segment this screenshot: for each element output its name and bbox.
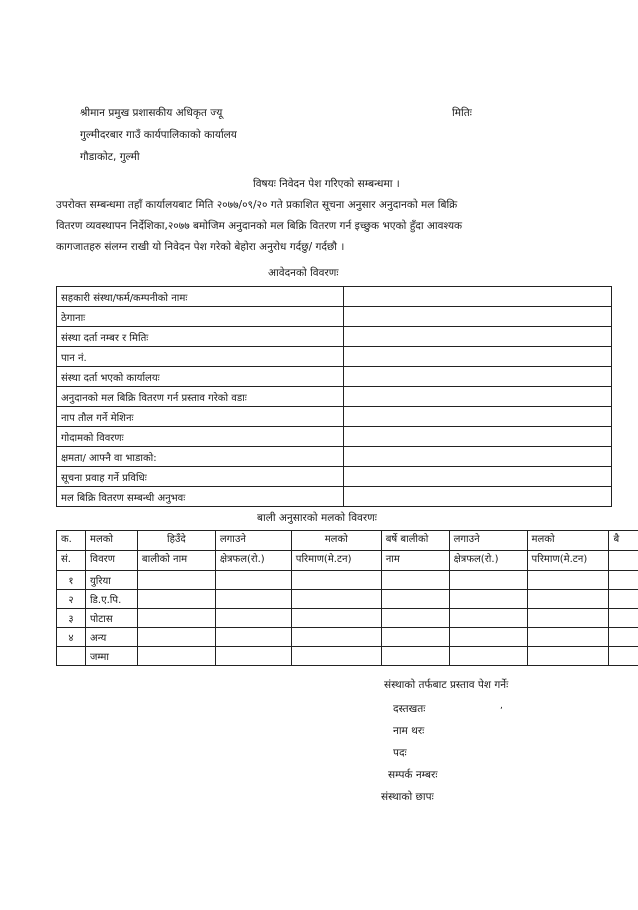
table-cell[interactable] <box>527 609 609 628</box>
col-header: लगाउने <box>449 531 527 551</box>
table-row <box>57 347 612 367</box>
col-header: सं. <box>57 551 86 571</box>
row-number: ३ <box>57 609 86 628</box>
table-row <box>57 628 638 647</box>
table-row <box>57 647 638 666</box>
table-row <box>57 467 612 487</box>
table-cell[interactable] <box>137 571 215 590</box>
field-label: सूचना प्रवाह गर्ने प्रविधिः <box>57 467 344 487</box>
table-cell[interactable] <box>381 571 449 590</box>
field-value[interactable] <box>343 307 611 327</box>
signature-block-title: संस्थाको तर्फबाट प्रस्ताव पेश गर्नेः <box>384 679 509 691</box>
field-label: गोदामको विवरणः <box>57 427 344 447</box>
applicant-section-title: आवेदनको विवरणः <box>268 267 339 279</box>
field-value[interactable] <box>343 347 611 367</box>
table-cell[interactable] <box>381 647 449 666</box>
table-cell[interactable] <box>609 609 638 628</box>
applicant-table <box>56 286 612 507</box>
table-row <box>57 571 638 590</box>
col-header: मलको <box>527 531 609 551</box>
field-label: अनुदानको मल बिक्रि वितरण गर्न प्रस्ताव गरेको वडाः <box>57 387 344 407</box>
table-cell[interactable] <box>527 628 609 647</box>
table-cell[interactable] <box>381 590 449 609</box>
body-line: कागजातहरु संलग्न राखी यो निवेदन पेश गरेको बेहोरा अनुरोध गर्दछु/ गर्दछौ । <box>56 241 345 253</box>
field-label: संस्था दर्ता नम्बर र मितिः <box>57 327 344 347</box>
col-header: मलको <box>291 531 381 551</box>
col-header: परिमाण(मे.टन) <box>527 551 609 571</box>
recipient-title: श्रीमान प्रमुख प्रशासकीय अधिकृत ज्यू <box>80 107 223 119</box>
table-cell[interactable] <box>291 628 381 647</box>
fertilizer-name: अन्य <box>85 628 137 647</box>
col-header: बर्षे बालीको <box>381 531 449 551</box>
table-row <box>57 407 612 427</box>
table-cell[interactable] <box>215 590 291 609</box>
col-header: बै <box>609 531 638 551</box>
recipient-office: गुल्मीदरबार गाउँ कार्यपालिकाको कार्यालय <box>80 129 237 141</box>
table-cell[interactable] <box>609 628 638 647</box>
table-row <box>57 447 612 467</box>
table-cell[interactable] <box>449 609 527 628</box>
body-paragraph <box>56 195 586 258</box>
stamp-label: संस्थाको छापः <box>381 791 434 803</box>
field-label: सहकारी संस्था/फर्म/कम्पनीको नामः <box>57 287 344 307</box>
table-cell[interactable] <box>449 628 527 647</box>
post-label: पदः <box>393 747 407 759</box>
table-header-row <box>57 531 638 551</box>
row-number: २ <box>57 590 86 609</box>
col-header: मलको <box>85 531 137 551</box>
col-header: लगाउने <box>215 531 291 551</box>
col-header: हिउँदे <box>137 531 215 551</box>
table-cell[interactable] <box>449 647 527 666</box>
table-row <box>57 590 638 609</box>
table-row <box>57 609 638 628</box>
table-cell[interactable] <box>527 647 609 666</box>
field-value[interactable] <box>343 387 611 407</box>
name-label: नाम थरः <box>393 725 425 737</box>
field-value[interactable] <box>343 367 611 387</box>
table-row <box>57 307 612 327</box>
table-cell[interactable] <box>381 628 449 647</box>
table-cell[interactable] <box>527 571 609 590</box>
table-cell[interactable] <box>609 571 638 590</box>
col-header: नाम <box>381 551 449 571</box>
fertilizer-name: डि.ए.पि. <box>85 590 137 609</box>
col-header: परिमाण(मे.टन) <box>291 551 381 571</box>
date-label: मितिः <box>452 107 472 119</box>
col-header: क्षेत्रफल(रो.) <box>215 551 291 571</box>
signature-label: दस्तखतः <box>393 703 426 715</box>
table-cell[interactable] <box>291 647 381 666</box>
recipient-address: गौडाकोट, गुल्मी <box>80 151 140 163</box>
table-cell[interactable] <box>291 571 381 590</box>
table-row <box>57 327 612 347</box>
col-header: क्षेत्रफल(रो.) <box>449 551 527 571</box>
table-cell[interactable] <box>215 571 291 590</box>
table-row <box>57 287 612 307</box>
table-cell[interactable] <box>609 590 638 609</box>
table-cell[interactable] <box>137 647 215 666</box>
table-row <box>57 427 612 447</box>
col-header <box>609 551 638 571</box>
table-cell[interactable] <box>137 609 215 628</box>
fertilizer-name: युरिया <box>85 571 137 590</box>
body-line: वितरण व्यवस्थापन निर्देशिका,२०७७ बमोजिम अनुदानको मल बिक्रि वितरण गर्न इच्छुक भएको हुँदा आवश्यक <box>56 220 463 232</box>
field-value[interactable] <box>343 287 611 307</box>
table-cell[interactable] <box>449 590 527 609</box>
table-row <box>57 387 612 407</box>
field-label: ठेगानाः <box>57 307 344 327</box>
field-value[interactable] <box>343 427 611 447</box>
field-value[interactable] <box>343 467 611 487</box>
mark-dot: , <box>500 701 503 711</box>
field-label: संस्था दर्ता भएको कार्यालयः <box>57 367 344 387</box>
field-value[interactable] <box>343 447 611 467</box>
field-label: क्षमता/ आफ्नै वा भाडाको: <box>57 447 344 467</box>
field-value[interactable] <box>343 487 611 507</box>
table-cell[interactable] <box>381 609 449 628</box>
table-row <box>57 487 612 507</box>
fertilizer-name: पोटास <box>85 609 137 628</box>
row-number: ४ <box>57 628 86 647</box>
table-cell[interactable] <box>291 590 381 609</box>
table-cell[interactable] <box>137 628 215 647</box>
table-row <box>57 367 612 387</box>
table-header-row <box>57 551 638 571</box>
col-header: विवरण <box>85 551 137 571</box>
field-value[interactable] <box>343 327 611 347</box>
crop-section-title: बाली अनुसारको मलको विवरणः <box>257 512 377 524</box>
field-label: नाप तौल गर्ने मेशिनः <box>57 407 344 427</box>
table-cell[interactable] <box>215 609 291 628</box>
row-number: १ <box>57 571 86 590</box>
table-cell[interactable] <box>609 647 638 666</box>
col-header: बालीको नाम <box>137 551 215 571</box>
crop-table <box>56 530 638 666</box>
table-cell[interactable] <box>215 647 291 666</box>
total-label: जम्मा <box>85 647 137 666</box>
table-cell[interactable] <box>215 628 291 647</box>
field-label: पान नं. <box>57 347 344 367</box>
field-value[interactable] <box>343 407 611 427</box>
table-cell[interactable] <box>291 609 381 628</box>
table-cell[interactable] <box>527 590 609 609</box>
table-cell[interactable] <box>137 590 215 609</box>
table-cell[interactable] <box>449 571 527 590</box>
subject-line: विषयः निवेदन पेश गरिएको सम्बन्धमा । <box>253 178 400 190</box>
field-label: मल बिक्रि वितरण सम्बन्धी अनुभवः <box>57 487 344 507</box>
contact-label: सम्पर्क नम्बरः <box>388 769 438 781</box>
body-line: उपरोक्त सम्बन्धमा तहाँ कार्यालयबाट मिति २०७७/०९/२० गते प्रकाशित सूचना अनुसार अनुदानको मल बिक्रि <box>56 199 458 211</box>
row-number <box>57 647 86 666</box>
col-header: क. <box>57 531 86 551</box>
